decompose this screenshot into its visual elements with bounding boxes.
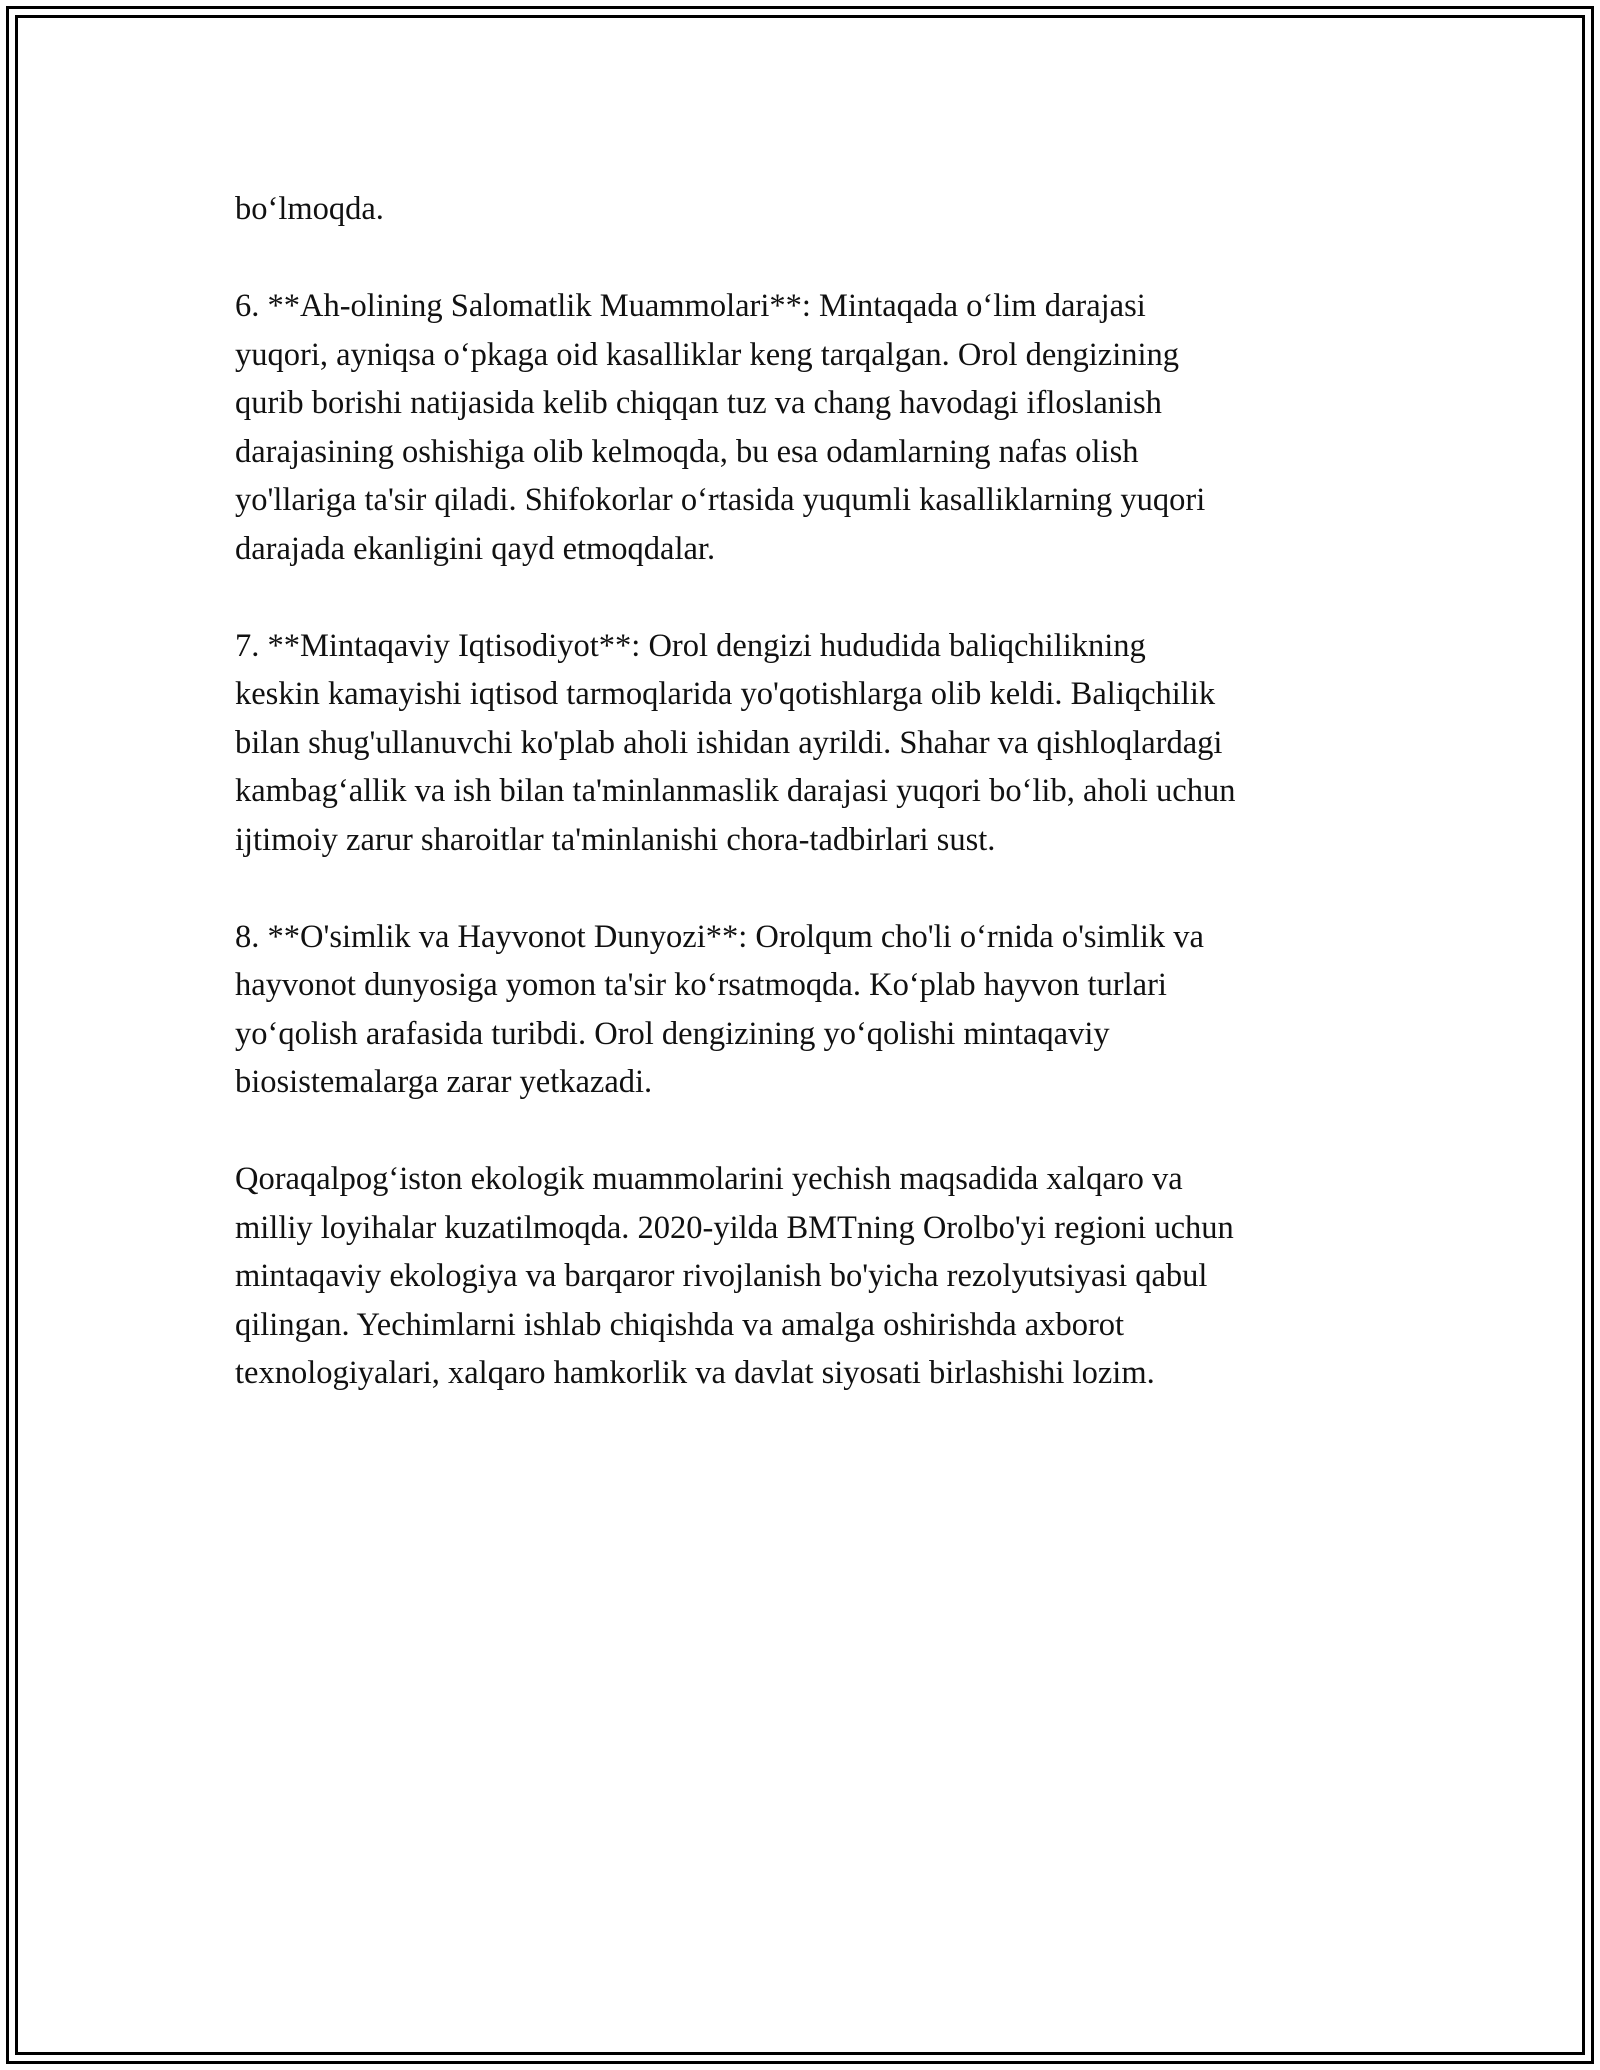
paragraph-flora-fauna: 8. **O'simlik va Hayvonot Dunyozi**: Orolqum cho'li o‘rnida o'simlik va hayvonot dunyosiga yomon ta'sir ko‘rsatmoqda. Ko‘plab hayvon turlari yo‘qolish arafasida turibdi. Orol dengizining yo‘qolishi mintaqaviy biosistemalarga zarar yetkazadi. (235, 918, 1204, 1100)
paragraph-health-problems: 6. **Ah-olining Salomatlik Muammolari**: Mintaqada o‘lim darajasi yuqori, ayniqsa o‘pkaga oid kasalliklar keng tarqalgan. Orol dengizining qurib borishi natijasida kelib chiqqan tuz va chang havodagi ifloslanish darajasining oshishiga olib kelmoqda, bu esa odamlarning nafas olish yo'llariga ta'sir qiladi. Shifokorlar o‘rtasida yuqumli kasalliklarning yuqori darajada ekanligini qayd etmoqdalar. (235, 288, 1206, 567)
document-body (235, 185, 1375, 1398)
paragraph-conclusion: Qoraqalpog‘iston ekologik muammolarini yechish maqsadida xalqaro va milliy loyihalar kuzatilmoqda. 2020-yilda BMTning Orolbo'yi regioni uchun mintaqaviy ekologiya va barqaror rivojlanish bo'yicha rezolyutsiyasi qabul qilingan. Yechimlarni ishlab chiqishda va amalga oshirishda axborot texnologiyalari, xalqaro hamkorlik va davlat siyosati birlashishi lozim. (235, 1161, 1234, 1391)
paragraph-continuation: bo‘lmoqda. (235, 191, 384, 227)
paragraph-regional-economy: 7. **Mintaqaviy Iqtisodiyot**: Orol dengizi hududida baliqchilikning keskin kamayishi iqtisod tarmoqlarida yo'qotishlarga olib keldi. Baliqchilik bilan shug'ullanuvchi ko'plab aholi ishidan ayrildi. Shahar va qishloqlardagi kambag‘allik va ish bilan ta'minlanmaslik darajasi yuqori bo‘lib, aholi uchun ijtimoiy zarur sharoitlar ta'minlanishi chora-tadbirlari sust. (235, 627, 1236, 858)
